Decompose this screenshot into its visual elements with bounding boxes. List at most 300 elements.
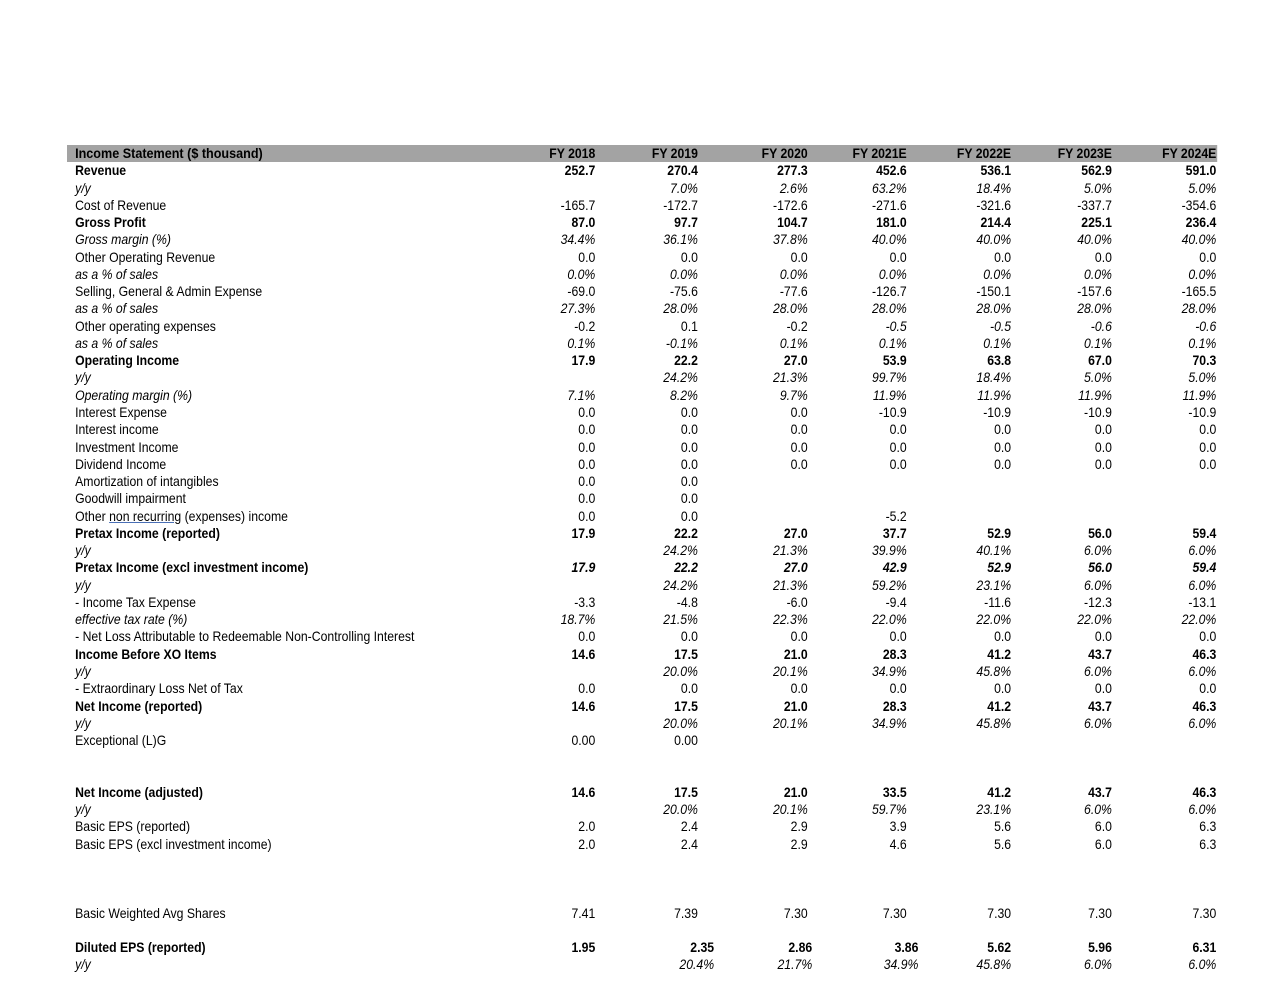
row-value: 181.0 [876, 215, 907, 231]
row-value: 43.7 [1088, 784, 1112, 800]
table-row [67, 249, 1217, 266]
row-value: 11.9% [977, 387, 1012, 403]
row-value: 3.86 [894, 940, 919, 956]
row-value: 0.0 [1094, 629, 1112, 645]
table-row [67, 956, 1217, 973]
row-label: Investment Income [75, 439, 179, 455]
spacer-row [67, 767, 1217, 784]
row-value: 97.7 [674, 215, 698, 231]
row-value: 2.4 [680, 819, 698, 835]
row-value: -12.3 [1084, 594, 1112, 610]
row-value: 34.9% [872, 663, 907, 679]
row-value: 0.0 [578, 439, 596, 455]
row-value: 0.1% [1084, 335, 1112, 351]
row-value: 20.0% [663, 715, 698, 731]
spacer-row [67, 853, 1217, 870]
row-value: 23.1% [976, 577, 1012, 593]
row-label: Basic EPS (excl investment income) [75, 836, 272, 852]
row-value: 536.1 [980, 163, 1012, 179]
row-label: Operating Income [75, 353, 180, 369]
table-row [67, 784, 1217, 801]
row-value: 0.0 [790, 422, 808, 438]
row-label: Net Income (adjusted) [75, 784, 203, 800]
row-value: 11.9% [872, 387, 907, 403]
row-value: 0.1% [1188, 335, 1217, 351]
row-value: 1.95 [571, 940, 596, 956]
row-value: -10.9 [1188, 404, 1217, 420]
row-value: 11.9% [1078, 387, 1112, 403]
row-value: 6.3 [1199, 836, 1217, 852]
row-value: 2.0 [578, 836, 596, 852]
row-value: 2.0 [578, 819, 596, 835]
row-value: 2.4 [680, 836, 698, 852]
row-value: 59.4 [1192, 560, 1217, 576]
table-body [67, 162, 1217, 973]
table-row [67, 680, 1217, 697]
row-value: 6.0% [1084, 543, 1112, 559]
row-value: 11.9% [1182, 387, 1217, 403]
row-value: 45.8% [976, 957, 1012, 973]
row-label: y/y [75, 543, 91, 559]
row-label: Gross margin (%) [75, 232, 171, 248]
row-value: -11.6 [984, 594, 1012, 610]
row-value: 27.3% [560, 301, 596, 317]
row-value: 21.3% [773, 370, 808, 386]
row-value: 22.2 [674, 525, 698, 541]
row-value: 0.0% [983, 266, 1012, 282]
row-value: 40.0% [872, 232, 907, 248]
row-value: 0.0 [994, 249, 1012, 265]
row-label: effective tax rate (%) [75, 612, 188, 628]
row-value: 33.5 [882, 784, 907, 800]
row-value: 3.9 [889, 819, 907, 835]
row-value: 6.0% [1084, 957, 1112, 973]
row-value: 45.8% [976, 715, 1012, 731]
row-value: 41.2 [987, 698, 1012, 714]
row-value: 7.30 [882, 905, 907, 921]
row-value: 225.1 [1081, 215, 1112, 231]
row-value: 7.41 [571, 905, 596, 921]
table-row [67, 698, 1217, 715]
row-label: - Net Loss Attributable to Redeemable Non-Controlling Interest [75, 629, 415, 645]
table-row [67, 508, 1217, 525]
row-value: 5.6 [994, 836, 1012, 852]
row-value: 0.0% [567, 266, 596, 282]
row-value: 21.0 [783, 646, 808, 662]
row-value: 452.6 [876, 163, 907, 179]
row-value: 14.6 [571, 698, 596, 714]
row-value: 7.1% [567, 387, 596, 403]
row-value: 6.0 [1094, 819, 1112, 835]
row-value: -271.6 [872, 197, 907, 213]
row-label: as a % of sales [75, 301, 159, 317]
row-value: 0.1% [878, 335, 907, 351]
row-value: 277.3 [777, 163, 808, 179]
row-value: 7.30 [1192, 905, 1217, 921]
row-label: Basic EPS (reported) [75, 819, 191, 835]
row-label: Interest income [75, 422, 159, 438]
table-row [67, 905, 1217, 922]
row-value: 0.0 [680, 474, 698, 490]
row-value: 0.0 [578, 404, 596, 420]
row-value: 104.7 [777, 215, 808, 231]
row-value: -5.2 [885, 508, 907, 524]
row-value: 2.9 [790, 836, 808, 852]
row-value: 56.0 [1088, 525, 1112, 541]
row-value: 0.00 [674, 733, 698, 749]
row-label: y/y [75, 957, 91, 973]
table-row [67, 473, 1217, 490]
row-value: 67.0 [1088, 353, 1112, 369]
row-value: 52.9 [987, 560, 1012, 576]
row-label: as a % of sales [75, 266, 159, 282]
row-value: 7.30 [1088, 905, 1112, 921]
row-value: 28.0% [872, 301, 907, 317]
table-row [67, 300, 1217, 317]
table-row [67, 542, 1217, 559]
row-value: 20.1% [773, 663, 808, 679]
row-value: -9.4 [885, 594, 907, 610]
row-value: -172.7 [663, 197, 698, 213]
row-value: 0.1% [567, 335, 596, 351]
row-value: 6.0 [1094, 836, 1112, 852]
table-row [67, 214, 1217, 231]
row-value: 14.6 [571, 646, 596, 662]
row-value: 43.7 [1088, 698, 1112, 714]
row-label: y/y [75, 180, 91, 196]
row-value: 27.0 [783, 560, 808, 576]
row-value: 0.0 [994, 439, 1012, 455]
row-value: 22.3% [773, 612, 808, 628]
row-value: 24.2% [663, 543, 698, 559]
row-value: 0.0% [1188, 266, 1217, 282]
row-label: Dividend Income [75, 456, 167, 472]
row-value: 0.0 [994, 681, 1012, 697]
row-value: 0.0 [790, 249, 808, 265]
row-value: 34.4% [560, 232, 596, 248]
row-value: 43.7 [1088, 646, 1112, 662]
row-label: Exceptional (L)G [75, 733, 167, 749]
row-value: -0.6 [1090, 318, 1112, 334]
table-row [67, 594, 1217, 611]
row-value: 22.0% [872, 612, 907, 628]
row-value: 28.0% [773, 301, 808, 317]
row-value: 28.0% [976, 301, 1012, 317]
row-value: 6.3 [1199, 819, 1217, 835]
row-value: 0.0 [578, 508, 596, 524]
row-value: 28.3 [882, 698, 907, 714]
row-value: 2.9 [790, 819, 808, 835]
row-label: Other Operating Revenue [75, 249, 216, 265]
row-value: 24.2% [663, 577, 698, 593]
row-value: 37.7 [882, 525, 907, 541]
row-value: 34.9% [883, 957, 919, 973]
row-value: 22.2 [674, 560, 698, 576]
row-value: -6.0 [786, 594, 808, 610]
row-value: 0.0 [578, 474, 596, 490]
column-header-fy2018: FY 2018 [549, 146, 596, 161]
table-row [67, 439, 1217, 456]
row-value: 6.0% [1188, 957, 1217, 973]
row-value: -3.3 [574, 594, 596, 610]
row-value: 2.86 [788, 940, 813, 956]
row-value: 0.1% [779, 335, 808, 351]
row-label: Operating margin (%) [75, 387, 193, 403]
row-value: 0.0 [889, 422, 907, 438]
row-value: 0.0 [790, 629, 808, 645]
row-value: 0.0 [578, 681, 596, 697]
row-value: 8.2% [670, 387, 698, 403]
row-value: 5.0% [1084, 370, 1112, 386]
row-label: Pretax Income (reported) [75, 525, 220, 541]
column-header-fy2022e: FY 2022E [956, 146, 1012, 161]
row-value: -0.5 [990, 318, 1012, 334]
row-value: 46.3 [1192, 646, 1217, 662]
table-row [67, 404, 1217, 421]
row-label: - Income Tax Expense [75, 594, 196, 610]
row-value: 28.0% [1077, 301, 1112, 317]
row-value: 0.0 [1094, 249, 1112, 265]
row-value: 21.3% [773, 543, 808, 559]
row-value: 18.4% [976, 180, 1012, 196]
row-value: 0.0 [680, 508, 698, 524]
row-value: 0.0 [1094, 456, 1112, 472]
row-value: -75.6 [670, 284, 698, 300]
spacer-row [67, 870, 1217, 887]
row-value: 20.1% [773, 802, 808, 818]
row-value: 0.1% [983, 335, 1012, 351]
row-value: 28.0% [1181, 301, 1217, 317]
row-value: 0.0 [1199, 629, 1217, 645]
row-value: -150.1 [976, 284, 1012, 300]
table-row [67, 197, 1217, 214]
row-value: 0.0 [1199, 456, 1217, 472]
row-value: 0.0 [889, 439, 907, 455]
row-value: 20.1% [773, 715, 808, 731]
table-row [67, 352, 1217, 369]
row-value: -4.8 [676, 594, 698, 610]
row-value: 0.0 [680, 629, 698, 645]
row-label: Gross Profit [75, 215, 146, 231]
row-value: 0.0 [1199, 422, 1217, 438]
table-header-row [67, 145, 1217, 162]
table-title: Income Statement ($ thousand) [75, 145, 263, 161]
row-value: 18.4% [976, 370, 1012, 386]
row-label: Basic Weighted Avg Shares [75, 905, 226, 921]
row-value: 0.0 [680, 404, 698, 420]
row-value: 7.0% [670, 180, 698, 196]
row-value: 9.7% [779, 387, 808, 403]
row-value: 7.39 [674, 905, 698, 921]
row-value: 0.0 [790, 439, 808, 455]
row-value: -10.9 [983, 404, 1012, 420]
row-value: 6.0% [1188, 543, 1217, 559]
table-row [67, 559, 1217, 576]
row-value: 0.0 [889, 629, 907, 645]
row-value: 24.2% [663, 370, 698, 386]
row-value: 27.0 [783, 353, 808, 369]
row-value: 236.4 [1185, 215, 1217, 231]
row-value: -337.7 [1077, 197, 1112, 213]
row-value: 562.9 [1081, 163, 1112, 179]
row-value: 63.8 [987, 353, 1012, 369]
row-value: 20.0% [663, 663, 698, 679]
row-value: 6.0% [1084, 715, 1112, 731]
row-value: 0.0% [1084, 266, 1112, 282]
row-value: 41.2 [987, 646, 1012, 662]
row-value: 0.0 [889, 456, 907, 472]
row-value: -157.6 [1077, 284, 1112, 300]
underlined-text: non recurring [109, 508, 182, 524]
row-value: 0.1 [680, 318, 698, 334]
row-label: y/y [75, 663, 91, 679]
table-row [67, 490, 1217, 507]
row-value: 0.0 [680, 491, 698, 507]
table-row [67, 525, 1217, 542]
row-value: 56.0 [1088, 560, 1112, 576]
column-header-fy2023e: FY 2023E [1057, 146, 1112, 161]
row-label: Other operating expenses [75, 318, 216, 334]
table-row [67, 939, 1217, 956]
row-value: 0.0 [790, 456, 808, 472]
row-value: -10.9 [1084, 404, 1112, 420]
row-label: Cost of Revenue [75, 197, 167, 213]
row-value: 0.0 [790, 404, 808, 420]
row-value: 7.30 [987, 905, 1012, 921]
row-value: 21.0 [783, 784, 808, 800]
row-value: 5.6 [994, 819, 1012, 835]
table-row [67, 836, 1217, 853]
row-value: -165.7 [560, 197, 596, 213]
row-value: 252.7 [564, 163, 596, 179]
table-row [67, 421, 1217, 438]
table-row [67, 801, 1217, 818]
row-value: -165.5 [1181, 284, 1217, 300]
row-value: 28.3 [882, 646, 907, 662]
row-value: 23.1% [976, 802, 1012, 818]
row-value: 0.0 [578, 456, 596, 472]
table-row [67, 231, 1217, 248]
table-row [67, 335, 1217, 352]
row-value: 5.96 [1088, 940, 1112, 956]
table-row [67, 732, 1217, 749]
row-value: -69.0 [567, 284, 596, 300]
row-value: 2.35 [690, 940, 715, 956]
row-value: 22.2 [674, 353, 698, 369]
row-value: 6.0% [1188, 715, 1217, 731]
spacer-row [67, 749, 1217, 766]
row-value: 99.7% [872, 370, 907, 386]
row-value: -126.7 [872, 284, 907, 300]
row-value: 20.0% [663, 802, 698, 818]
row-value: 17.5 [674, 646, 698, 662]
row-value: 17.5 [674, 698, 698, 714]
table-row [67, 369, 1217, 386]
row-value: 87.0 [571, 215, 596, 231]
row-value: 42.9 [882, 560, 907, 576]
row-value: 40.0% [1077, 232, 1112, 248]
row-label: Interest Expense [75, 404, 167, 420]
row-value: 6.0% [1188, 663, 1217, 679]
row-value: -354.6 [1181, 197, 1217, 213]
row-value: 27.0 [783, 525, 808, 541]
row-value: 0.0 [790, 681, 808, 697]
row-value: 17.9 [571, 525, 596, 541]
row-value: 0.0 [1094, 439, 1112, 455]
row-value: -0.6 [1195, 318, 1217, 334]
row-value: 22.0% [1181, 612, 1217, 628]
row-value: -10.9 [878, 404, 907, 420]
row-value: 0.0 [578, 491, 596, 507]
column-header-fy2019: FY 2019 [651, 146, 698, 161]
row-value: 0.0 [578, 422, 596, 438]
row-value: 0.0 [578, 629, 596, 645]
row-value: 46.3 [1192, 698, 1217, 714]
row-value: 28.0% [663, 301, 698, 317]
row-value: -13.1 [1188, 594, 1217, 610]
row-label: y/y [75, 715, 91, 731]
row-value: 5.0% [1188, 370, 1217, 386]
row-label: y/y [75, 370, 91, 386]
row-value: -0.1% [665, 335, 698, 351]
row-value: 53.9 [882, 353, 907, 369]
row-value: 17.9 [571, 353, 596, 369]
row-value: 0.0 [889, 681, 907, 697]
row-value: 40.0% [1181, 232, 1217, 248]
row-value: -321.6 [976, 197, 1012, 213]
row-label: Pretax Income (excl investment income) [75, 560, 309, 576]
row-value: 59.4 [1192, 525, 1217, 541]
row-value: 22.0% [1077, 612, 1112, 628]
row-label: Revenue [75, 163, 127, 179]
row-value: 0.0 [1094, 422, 1112, 438]
table-row [67, 387, 1217, 404]
row-value: -0.5 [885, 318, 907, 334]
table-row [67, 715, 1217, 732]
table-row [67, 818, 1217, 835]
spacer-row [67, 887, 1217, 904]
row-value: -0.2 [574, 318, 596, 334]
row-label: as a % of sales [75, 335, 159, 351]
column-header-fy2021e: FY 2021E [852, 146, 907, 161]
row-label: Selling, General & Admin Expense [75, 284, 263, 300]
row-value: 0.0 [680, 456, 698, 472]
row-label: Income Before XO Items [75, 646, 217, 662]
table-row [67, 577, 1217, 594]
row-value: 0.0% [670, 266, 698, 282]
row-value: 6.0% [1084, 802, 1112, 818]
table-row [67, 162, 1217, 179]
row-value: 0.0 [1199, 249, 1217, 265]
row-value: 45.8% [976, 663, 1012, 679]
row-value: 22.0% [976, 612, 1012, 628]
row-label: Goodwill impairment [75, 491, 186, 507]
row-label: Net Income (reported) [75, 698, 203, 714]
table-row [67, 628, 1217, 645]
row-label: y/y [75, 577, 91, 593]
table-row [67, 611, 1217, 628]
spacer-row [67, 922, 1217, 939]
row-value: 0.0 [889, 249, 907, 265]
row-label: Other non recurring (expenses) income [75, 508, 288, 524]
row-value: 14.6 [571, 784, 596, 800]
row-value: 37.8% [773, 232, 808, 248]
row-value: 6.0% [1084, 663, 1112, 679]
row-value: 34.9% [872, 715, 907, 731]
row-value: 0.0 [1199, 439, 1217, 455]
row-value: 0.0 [994, 629, 1012, 645]
row-value: 6.0% [1188, 802, 1217, 818]
